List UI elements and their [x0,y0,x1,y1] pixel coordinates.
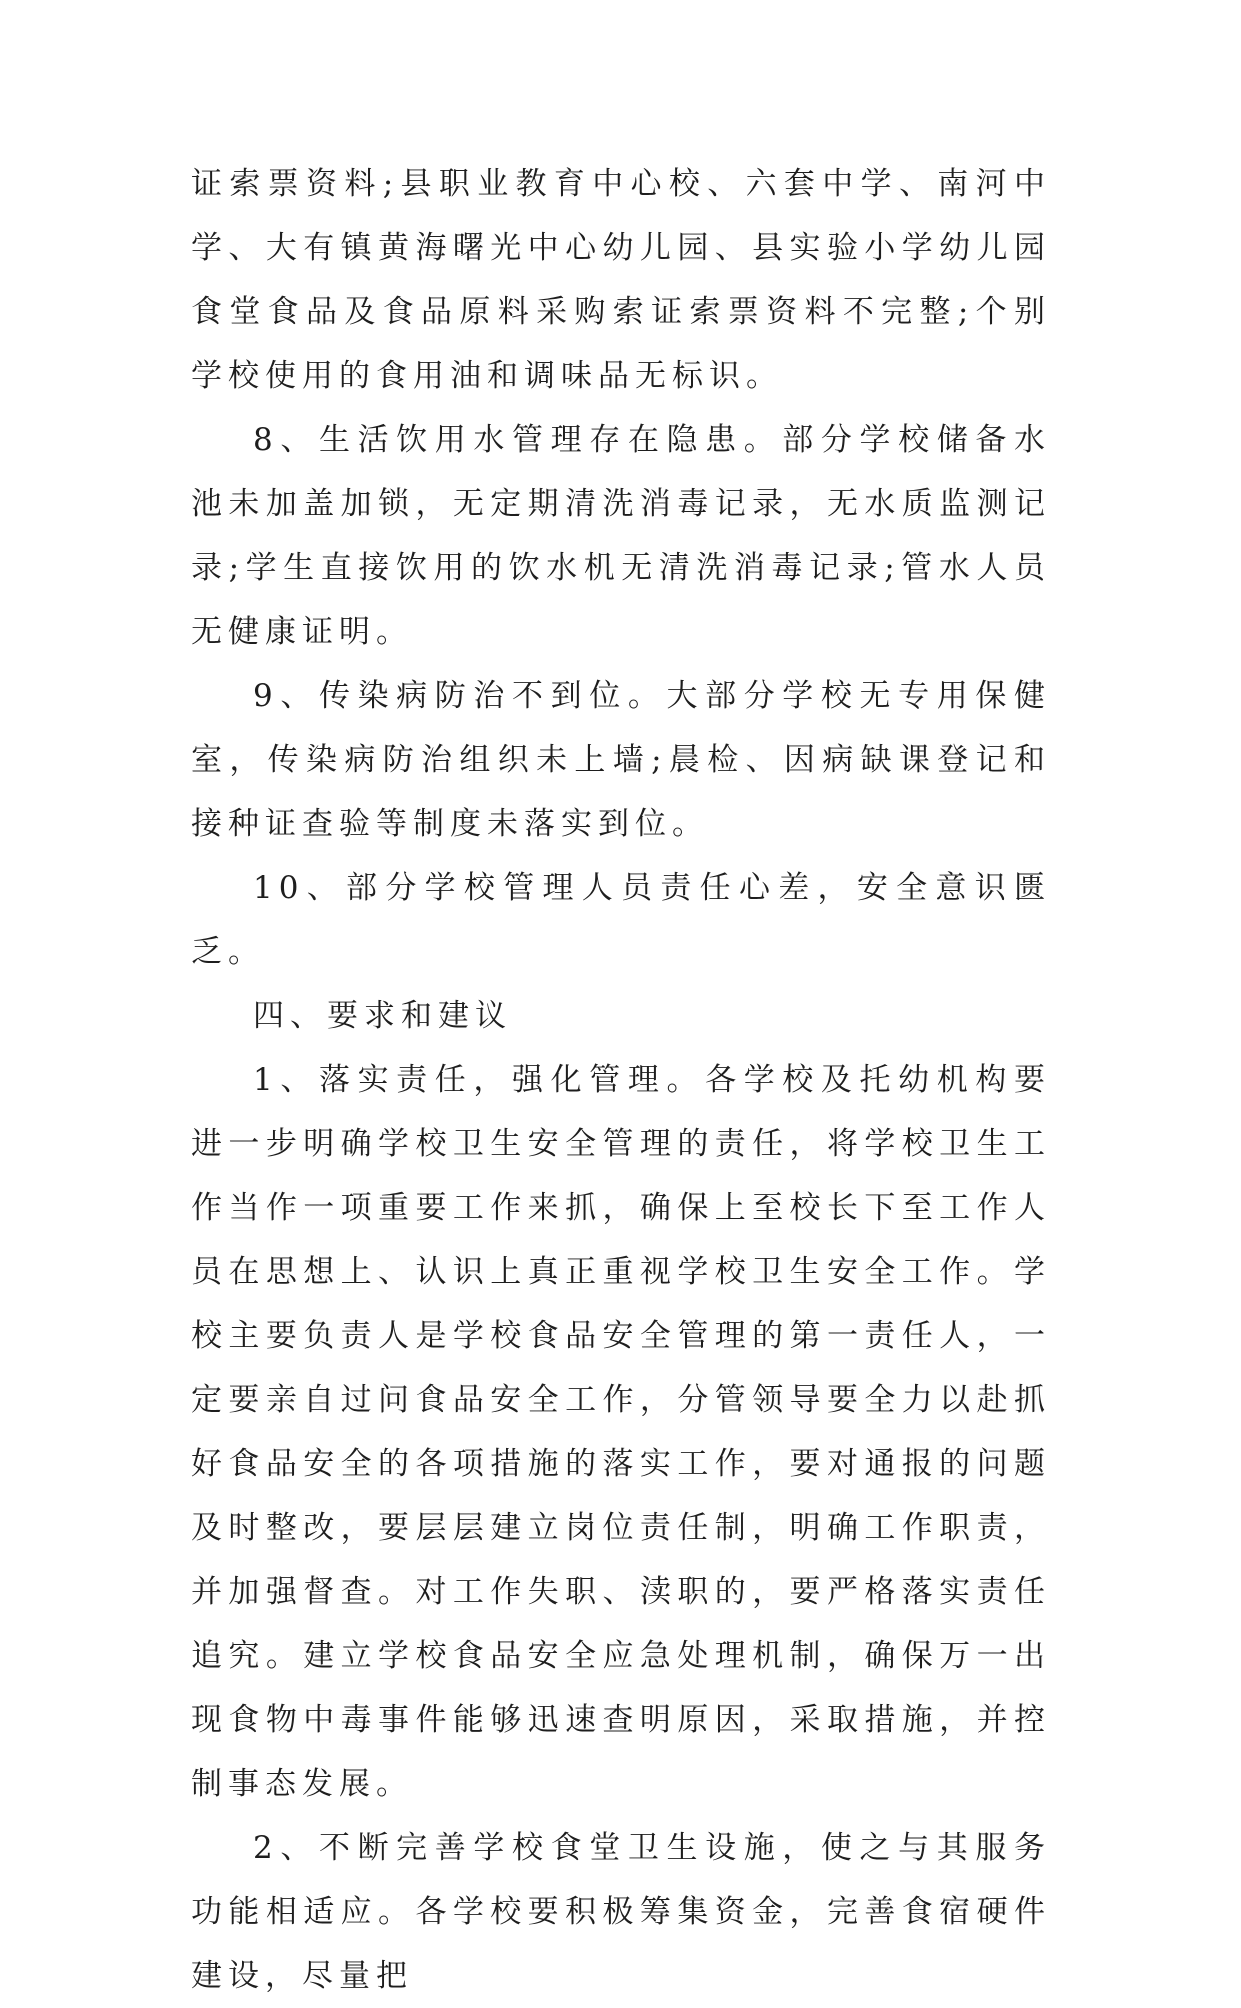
paragraph-continuation: 证索票资料;县职业教育中心校、六套中学、南河中学、大有镇黄海曙光中心幼儿园、县实验小学幼儿园食堂食品及食品原料采购索证索票资料不完整;个别学校使用的食用油和调味品无标识。 [191,166,1051,394]
paragraph-item-9-disease-prevention: 9、传染病防治不到位。大部分学校无专用保健室，传染病防治组织未上墙;晨检、因病缺课登记和接种证查验等制度未落实到位。 [191,678,1051,842]
document-body [191,152,1051,2008]
paragraph-requirement-1: 1、落实责任，强化管理。各学校及托幼机构要进一步明确学校卫生安全管理的责任，将学校卫生工作当作一项重要工作来抓，确保上至校长下至工作人员在思想上、认识上真正重视学校卫生安全工作。学校主要负责人是学校食品安全管理的第一责任人，一定要亲自过问食品安全工作，分管领导要全力以赴抓好食品安全的各项措施的落实工作，要对通报的问题及时整改，要层层建立岗位责任制，明确工作职责，并加强督查。对工作失职、渎职的，要严格落实责任追究。建立学校食品安全应急处理机制，确保万一出现食物中毒事件能够迅速查明原因，采取措施，并控制事态发展。 [191,1062,1051,1802]
paragraph-item-8-drinking-water: 8、生活饮用水管理存在隐患。部分学校储备水池未加盖加锁，无定期清洗消毒记录，无水质监测记录;学生直接饮用的饮水机无清洗消毒记录;管水人员无健康证明。 [191,422,1051,650]
paragraph-item-10-management: 10、部分学校管理人员责任心差，安全意识匮乏。 [191,870,1051,970]
section-heading-requirements: 四、要求和建议 [253,998,512,1034]
paragraph-requirement-2: 2、不断完善学校食堂卫生设施，使之与其服务功能相适应。各学校要积极筹集资金，完善食宿硬件建设，尽量把 [191,1830,1051,1994]
